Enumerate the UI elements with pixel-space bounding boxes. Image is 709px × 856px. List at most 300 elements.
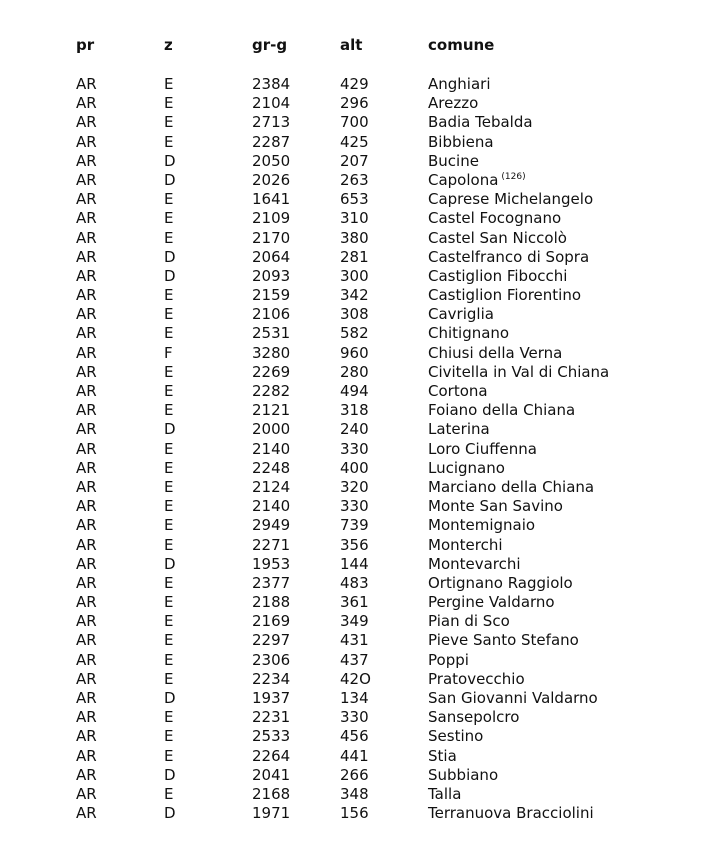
cell-pr-text: AR	[76, 650, 97, 669]
cell-alt-text: 342	[340, 286, 369, 305]
cell-comune-text: San Giovanni Valdarno	[428, 689, 598, 707]
cell-z-text: E	[164, 593, 174, 612]
cell-alt	[340, 747, 369, 766]
cell-pr	[76, 363, 97, 382]
cell-z	[164, 401, 173, 420]
cell-comune-text: Subbiano	[428, 765, 499, 784]
cell-z	[164, 190, 173, 209]
cell-comune	[428, 727, 483, 746]
cell-comune-text: Laterina	[428, 420, 490, 439]
cell-pr	[76, 555, 97, 574]
cell-comune-text: Civitella in Val di Chiana	[428, 362, 610, 381]
cell-comune	[428, 478, 594, 497]
cell-comune-text: Pratovecchio	[428, 669, 525, 688]
cell-comune-text: Cortona	[428, 382, 488, 400]
cell-alt	[340, 363, 369, 382]
table-row	[0, 94, 709, 113]
cell-gr-g	[252, 478, 290, 497]
cell-z	[164, 727, 173, 746]
cell-gr-g	[252, 536, 290, 555]
cell-pr-text: AR	[76, 727, 97, 746]
table-row	[0, 324, 709, 343]
table-row	[0, 401, 709, 420]
cell-alt	[340, 229, 369, 248]
cell-pr-text: AR	[76, 593, 97, 612]
cell-z	[164, 478, 173, 497]
cell-gr-g	[252, 324, 290, 343]
cell-comune-text: Pergine Valdarno	[428, 593, 555, 612]
cell-gr-g	[252, 209, 290, 228]
cell-z	[164, 152, 176, 171]
cell-comune	[428, 324, 509, 343]
cell-alt	[340, 133, 369, 152]
cell-z	[164, 555, 176, 574]
cell-alt-text: 437	[340, 650, 369, 669]
cell-gr-g-text: 3280	[252, 343, 291, 362]
table-row	[0, 689, 709, 708]
cell-gr-g	[252, 670, 290, 689]
cell-gr-g-text: 2159	[252, 286, 291, 305]
cell-alt-text: 134	[340, 689, 369, 707]
cell-z	[164, 670, 173, 689]
cell-alt	[340, 708, 369, 727]
cell-z-text: E	[164, 75, 174, 93]
cell-gr-g-text: 2026	[252, 170, 291, 189]
cell-comune-text: Sansepolcro	[428, 708, 520, 727]
cell-gr-g	[252, 229, 290, 248]
cell-gr-g-text: 2264	[252, 746, 291, 765]
cell-gr-g	[252, 94, 290, 113]
cell-alt	[340, 75, 369, 94]
cell-z	[164, 516, 173, 535]
cell-pr	[76, 612, 97, 631]
cell-pr-text: AR	[76, 113, 97, 132]
cell-z	[164, 459, 173, 478]
cell-z-text: E	[164, 94, 174, 113]
table-row	[0, 708, 709, 727]
cell-alt-text: 349	[340, 612, 369, 631]
cell-comune-text: Talla	[428, 784, 462, 803]
cell-alt	[340, 651, 369, 670]
cell-alt-text: 263	[340, 170, 369, 189]
cell-pr-text: AR	[76, 209, 97, 228]
cell-comune	[428, 305, 494, 324]
cell-gr-g-text: 2140	[252, 497, 291, 516]
header-comune: comune	[428, 36, 495, 54]
cell-pr-text: AR	[76, 631, 97, 650]
cell-z	[164, 113, 173, 132]
cell-alt-text: 308	[340, 305, 369, 324]
cell-z-text: E	[164, 190, 174, 209]
cell-pr-text: AR	[76, 573, 97, 592]
cell-z	[164, 229, 173, 248]
cell-z	[164, 804, 176, 823]
cell-pr	[76, 401, 97, 420]
cell-gr-g-text: 2713	[252, 113, 291, 132]
cell-gr-g-text: 2248	[252, 458, 291, 477]
cell-gr-g-text: 2297	[252, 631, 291, 650]
cell-alt-text: 280	[340, 362, 369, 381]
cell-alt	[340, 152, 369, 171]
cell-pr-text: AR	[76, 477, 97, 496]
cell-gr-g	[252, 689, 290, 708]
cell-pr	[76, 727, 97, 746]
cell-comune-text: Caprese Michelangelo	[428, 190, 594, 209]
cell-gr-g-text: 2000	[252, 420, 291, 439]
cell-pr-text: AR	[76, 708, 97, 727]
cell-gr-g-text: 2188	[252, 593, 291, 612]
cell-pr	[76, 94, 97, 113]
cell-alt	[340, 190, 369, 209]
cell-gr-g-text: 2109	[252, 209, 291, 228]
cell-alt-text: 320	[340, 477, 369, 496]
cell-alt-text: 144	[340, 554, 369, 573]
cell-gr-g	[252, 497, 290, 516]
cell-pr-text: AR	[76, 554, 97, 573]
cell-z-text: E	[164, 458, 174, 477]
cell-pr	[76, 440, 97, 459]
cell-z-text: E	[164, 477, 174, 496]
cell-pr-text: AR	[76, 401, 97, 420]
cell-alt-text: 330	[340, 708, 369, 727]
cell-gr-g	[252, 363, 290, 382]
cell-z	[164, 708, 173, 727]
cell-comune-text: Ortignano Raggiolo	[428, 573, 573, 592]
cell-gr-g	[252, 555, 290, 574]
cell-comune-text: Anghiari	[428, 75, 491, 93]
cell-alt	[340, 267, 369, 286]
cell-z	[164, 766, 176, 785]
cell-gr-g-text: 2533	[252, 727, 291, 746]
cell-gr-g-text: 2377	[252, 573, 291, 592]
cell-z-text: D	[164, 554, 176, 573]
cell-alt	[340, 478, 369, 497]
cell-comune	[428, 785, 461, 804]
cell-alt-text: 348	[340, 784, 369, 803]
cell-pr-text: AR	[76, 804, 97, 823]
cell-gr-g	[252, 401, 290, 420]
cell-pr	[76, 344, 97, 363]
cell-alt	[340, 555, 369, 574]
cell-z	[164, 689, 176, 708]
cell-z	[164, 420, 176, 439]
cell-z-text: D	[164, 151, 176, 170]
table-row	[0, 766, 709, 785]
cell-gr-g-text: 2282	[252, 382, 291, 400]
cell-pr-text: AR	[76, 612, 97, 631]
cell-z	[164, 267, 176, 286]
header-pr: pr	[76, 36, 95, 54]
cell-alt-text: 960	[340, 343, 369, 362]
cell-comune	[428, 248, 589, 267]
cell-alt-text: 310	[340, 209, 369, 228]
cell-alt-text: 380	[340, 228, 369, 247]
cell-alt	[340, 324, 369, 343]
cell-alt-text: 356	[340, 535, 369, 554]
cell-z-text: E	[164, 362, 174, 381]
cell-alt-text: 431	[340, 631, 369, 650]
cell-comune-text: Montemignaio	[428, 516, 536, 535]
cell-alt-text: 240	[340, 420, 369, 439]
cell-pr-text: AR	[76, 362, 97, 381]
cell-pr-text: AR	[76, 765, 97, 784]
cell-pr-text: AR	[76, 266, 97, 285]
cell-pr-text: AR	[76, 458, 97, 477]
cell-comune-text: Pian di Sco	[428, 612, 510, 631]
cell-z-text: E	[164, 286, 174, 305]
cell-comune	[428, 113, 533, 132]
table-row	[0, 171, 709, 190]
cell-alt	[340, 94, 369, 113]
cell-alt-text: 483	[340, 573, 369, 592]
cell-pr	[76, 113, 97, 132]
cell-pr-text: AR	[76, 170, 97, 189]
cell-z-text: E	[164, 516, 174, 535]
cell-alt	[340, 420, 369, 439]
cell-z-text: E	[164, 209, 174, 228]
header-z: z	[164, 36, 173, 54]
cell-z	[164, 593, 173, 612]
cell-z-text: D	[164, 804, 176, 823]
table-row	[0, 440, 709, 459]
cell-comune	[428, 209, 561, 228]
cell-gr-g-text: 2170	[252, 228, 291, 247]
table-row	[0, 555, 709, 574]
cell-alt	[340, 612, 369, 631]
cell-z-text: E	[164, 132, 174, 151]
cell-gr-g	[252, 286, 290, 305]
cell-alt	[340, 670, 371, 689]
cell-alt	[340, 785, 369, 804]
cell-gr-g-text: 2104	[252, 94, 291, 113]
cell-comune	[428, 670, 525, 689]
cell-z-text: E	[164, 305, 174, 324]
cell-gr-g	[252, 516, 290, 535]
cell-gr-g-text: 2384	[252, 75, 291, 93]
cell-z	[164, 747, 173, 766]
cell-gr-g	[252, 727, 290, 746]
cell-pr-text: AR	[76, 669, 97, 688]
cell-z	[164, 344, 173, 363]
cell-pr	[76, 670, 97, 689]
cell-z-text: D	[164, 266, 176, 285]
cell-alt-text: 300	[340, 266, 369, 285]
cell-z	[164, 612, 173, 631]
cell-alt	[340, 286, 369, 305]
cell-alt-text: 441	[340, 746, 369, 765]
cell-comune-text: Capolona	[428, 170, 499, 189]
cell-z	[164, 94, 173, 113]
cell-gr-g	[252, 766, 290, 785]
cell-z	[164, 363, 173, 382]
cell-comune-text: Castiglion Fiorentino	[428, 286, 582, 305]
cell-alt-text: 281	[340, 247, 369, 266]
cell-alt-text: 330	[340, 497, 369, 516]
cell-alt-text: 156	[340, 804, 369, 823]
cell-z-text: D	[164, 765, 176, 784]
cell-alt-text: 456	[340, 727, 369, 746]
table-row	[0, 152, 709, 171]
cell-z-text: E	[164, 746, 174, 765]
cell-comune	[428, 94, 478, 113]
table-body	[0, 75, 709, 823]
cell-comune	[428, 344, 562, 363]
cell-pr	[76, 459, 97, 478]
cell-comune-text: Loro Ciuffenna	[428, 439, 537, 458]
cell-gr-g-text: 2269	[252, 362, 291, 381]
cell-pr-text: AR	[76, 247, 97, 266]
cell-comune	[428, 363, 609, 382]
table-row	[0, 747, 709, 766]
cell-gr-g	[252, 574, 290, 593]
cell-gr-g-text: 2093	[252, 266, 291, 285]
cell-alt	[340, 631, 369, 650]
cell-alt	[340, 459, 369, 478]
cell-comune	[428, 401, 575, 420]
cell-alt	[340, 516, 369, 535]
table-row	[0, 305, 709, 324]
cell-gr-g	[252, 133, 290, 152]
cell-z	[164, 574, 173, 593]
cell-comune	[428, 747, 457, 766]
cell-alt-text: 653	[340, 190, 369, 209]
cell-alt-text: 296	[340, 94, 369, 113]
cell-gr-g-text: 2124	[252, 477, 291, 496]
table-row	[0, 133, 709, 152]
cell-gr-g-text: 2531	[252, 324, 291, 343]
cell-z-text: E	[164, 401, 174, 420]
table-row	[0, 190, 709, 209]
cell-pr-text: AR	[76, 746, 97, 765]
cell-alt-text: 425	[340, 132, 369, 151]
cell-comune-text: Stia	[428, 746, 457, 765]
cell-comune	[428, 440, 537, 459]
cell-comune	[428, 689, 598, 708]
cell-pr	[76, 229, 97, 248]
cell-pr-text: AR	[76, 132, 97, 151]
table-header	[0, 36, 709, 56]
cell-gr-g-text: 1641	[252, 190, 291, 209]
cell-gr-g-text: 2050	[252, 151, 291, 170]
cell-alt-text: 700	[340, 113, 369, 132]
cell-gr-g	[252, 804, 290, 823]
cell-pr	[76, 420, 97, 439]
cell-pr-text: AR	[76, 784, 97, 803]
cell-gr-g	[252, 113, 290, 132]
cell-gr-g-text: 2140	[252, 439, 291, 458]
cell-alt-text: 42O	[340, 669, 371, 688]
cell-comune-text: Monte San Savino	[428, 497, 563, 516]
cell-z	[164, 382, 173, 401]
cell-pr	[76, 766, 97, 785]
table-row	[0, 363, 709, 382]
table-row	[0, 420, 709, 439]
cell-z	[164, 171, 176, 190]
table-row	[0, 113, 709, 132]
cell-pr-text: AR	[76, 343, 97, 362]
cell-comune-text: Cavriglia	[428, 305, 494, 324]
table-row	[0, 286, 709, 305]
cell-gr-g	[252, 651, 290, 670]
cell-pr	[76, 593, 97, 612]
cell-gr-g	[252, 785, 290, 804]
cell-pr-text: AR	[76, 190, 97, 209]
cell-z	[164, 209, 173, 228]
cell-pr	[76, 516, 97, 535]
cell-pr	[76, 324, 97, 343]
cell-alt	[340, 113, 369, 132]
cell-z-text: D	[164, 420, 176, 439]
cell-gr-g	[252, 420, 290, 439]
cell-gr-g	[252, 152, 290, 171]
table-row	[0, 593, 709, 612]
cell-z	[164, 631, 173, 650]
cell-pr-text: AR	[76, 689, 97, 707]
table-row	[0, 574, 709, 593]
cell-comune-text: Marciano della Chiana	[428, 477, 595, 496]
cell-z-text: E	[164, 612, 174, 631]
cell-gr-g	[252, 459, 290, 478]
cell-z-text: F	[164, 343, 173, 362]
cell-pr	[76, 248, 97, 267]
cell-alt-text: 582	[340, 324, 369, 343]
cell-gr-g-text: 2306	[252, 650, 291, 669]
cell-comune	[428, 612, 510, 631]
cell-gr-g-text: 2271	[252, 535, 291, 554]
cell-alt-text: 266	[340, 765, 369, 784]
cell-alt	[340, 497, 369, 516]
cell-comune	[428, 152, 479, 171]
cell-comune-text: Foiano della Chiana	[428, 401, 576, 420]
cell-gr-g	[252, 612, 290, 631]
cell-comune	[428, 420, 490, 439]
cell-comune-text: Montevarchi	[428, 554, 521, 573]
cell-comune	[428, 593, 555, 612]
table-row	[0, 785, 709, 804]
cell-alt	[340, 727, 369, 746]
cell-z-text: E	[164, 324, 174, 343]
cell-comune	[428, 536, 503, 555]
cell-comune-text: Chitignano	[428, 324, 510, 343]
cell-alt	[340, 209, 369, 228]
cell-pr-text: AR	[76, 151, 97, 170]
cell-alt	[340, 766, 369, 785]
cell-alt	[340, 401, 369, 420]
cell-gr-g-text: 2106	[252, 305, 291, 324]
cell-alt-text: 330	[340, 439, 369, 458]
cell-z	[164, 133, 173, 152]
cell-gr-g	[252, 190, 290, 209]
table-row	[0, 536, 709, 555]
cell-pr	[76, 478, 97, 497]
cell-alt	[340, 305, 369, 324]
cell-pr	[76, 75, 97, 94]
cell-gr-g	[252, 382, 290, 401]
table-row	[0, 459, 709, 478]
header-gr-g: gr-g	[252, 36, 288, 54]
cell-z-text: E	[164, 708, 174, 727]
cell-gr-g	[252, 305, 290, 324]
cell-pr	[76, 267, 97, 286]
cell-pr	[76, 785, 97, 804]
cell-gr-g	[252, 267, 290, 286]
cell-comune	[428, 459, 505, 478]
cell-alt-text: 207	[340, 151, 369, 170]
cell-gr-g-text: 2168	[252, 784, 291, 803]
footnote-ref: (126)	[501, 171, 526, 182]
cell-pr	[76, 190, 97, 209]
cell-z	[164, 286, 173, 305]
